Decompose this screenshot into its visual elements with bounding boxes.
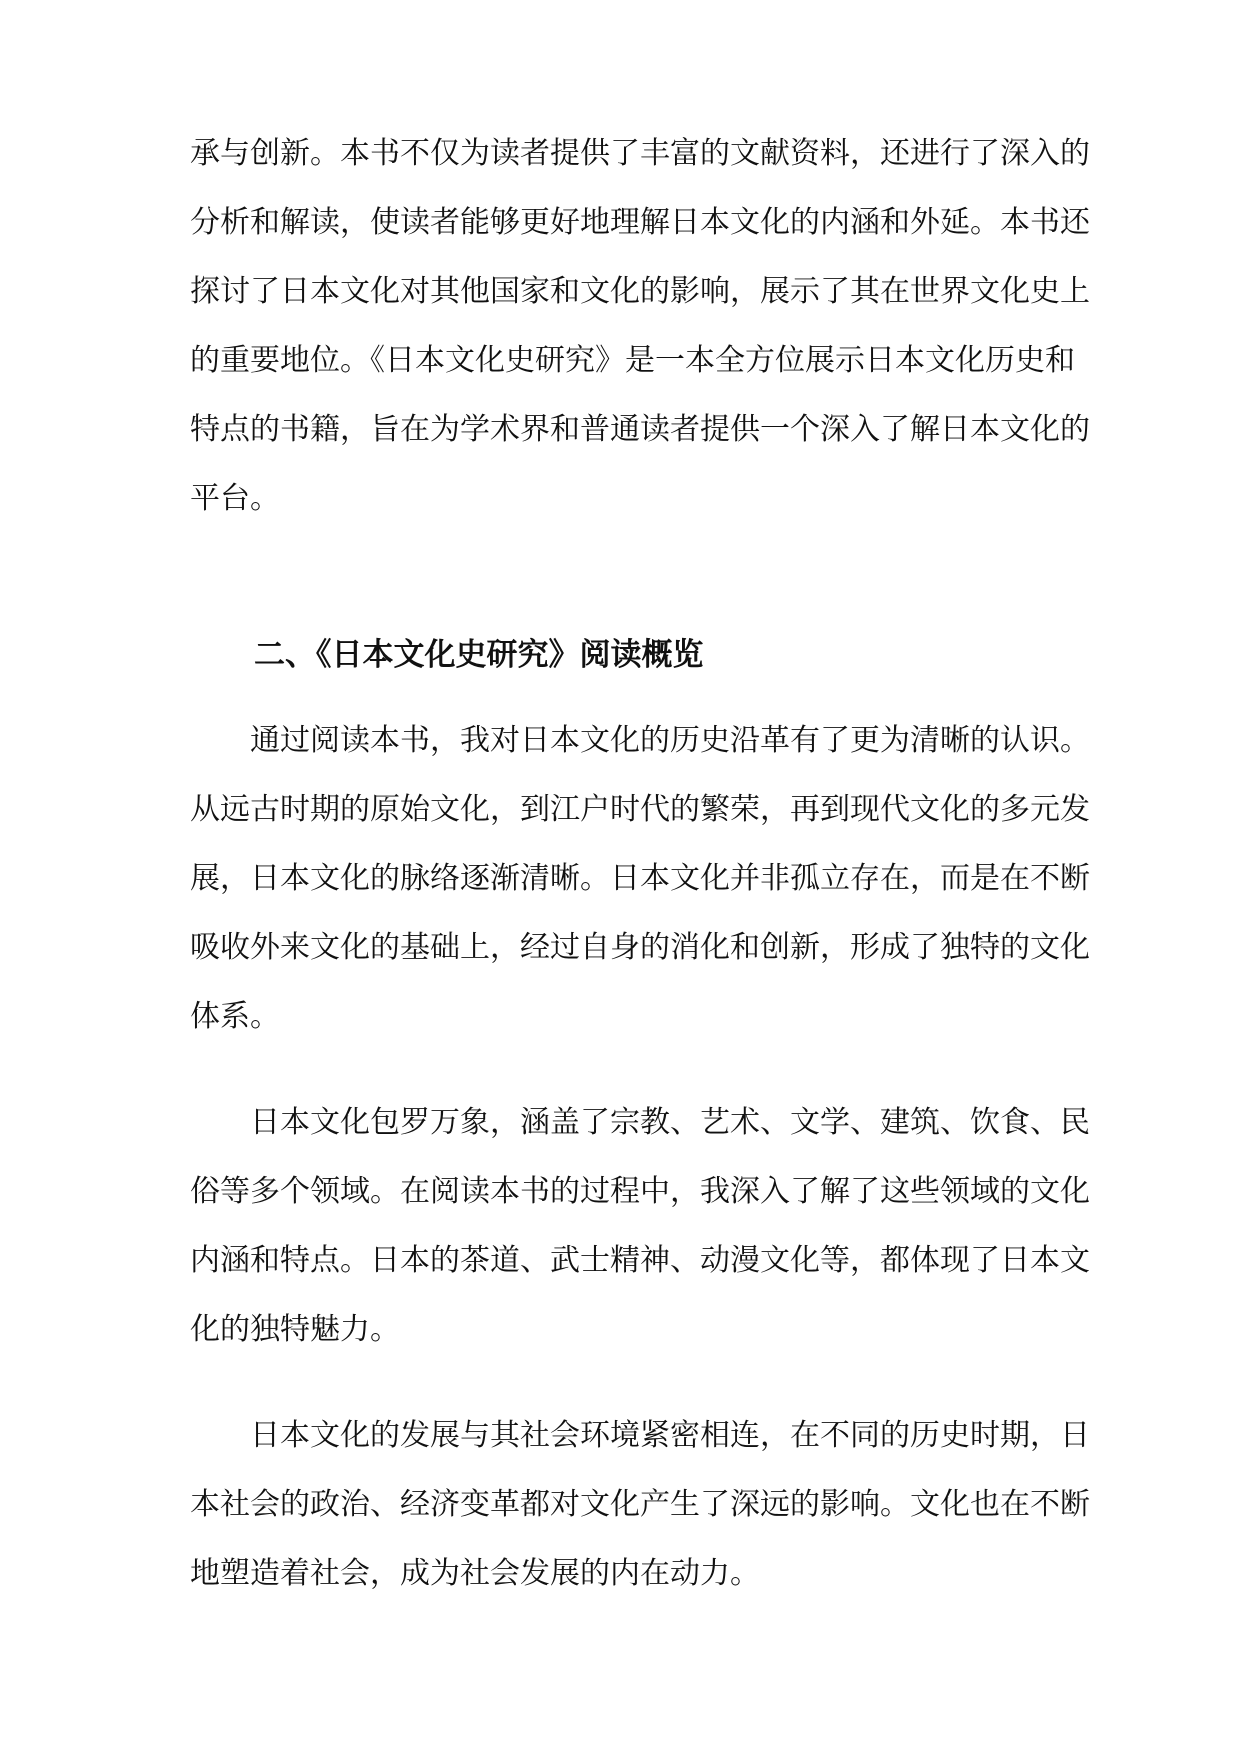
text-line: 特点的书籍，旨在为学术界和普通读者提供一个深入了解日本文化的 — [190, 412, 1090, 447]
text-line: 地塑造着社会，成为社会发展的内在动力。 — [190, 1556, 760, 1591]
text-line: 的重要地位。《日本文化史研究》是一本全方位展示日本文化历史和 — [190, 343, 1075, 378]
text-line: 俗等多个领域。在阅读本书的过程中，我深入了解了这些领域的文化 — [190, 1174, 1090, 1209]
text-line: 平台。 — [190, 481, 280, 516]
text-line: 分析和解读，使读者能够更好地理解日本文化的内涵和外延。本书还 — [190, 205, 1090, 240]
text-line: 从远古时期的原始文化，到江户时代的繁荣，再到现代文化的多元发 — [190, 792, 1090, 827]
text-line: 通过阅读本书，我对日本文化的历史沿革有了更为清晰的认识。 — [190, 723, 1090, 758]
text-line: 内涵和特点。日本的茶道、武士精神、动漫文化等，都体现了日本文 — [190, 1243, 1090, 1278]
text-line: 吸收外来文化的基础上，经过自身的消化和创新，形成了独特的文化 — [190, 930, 1090, 965]
text-line: 展，日本文化的脉络逐渐清晰。日本文化并非孤立存在，而是在不断 — [190, 861, 1090, 896]
text-line: 本社会的政治、经济变革都对文化产生了深远的影响。文化也在不断 — [190, 1487, 1090, 1522]
text-line: 日本文化的发展与其社会环境紧密相连，在不同的历史时期，日 — [190, 1418, 1090, 1453]
text-line: 探讨了日本文化对其他国家和文化的影响，展示了其在世界文化史上 — [190, 274, 1090, 309]
section-heading: 二、《日本文化史研究》阅读概览 — [254, 637, 704, 673]
text-line: 化的独特魅力。 — [190, 1312, 400, 1347]
text-line: 日本文化包罗万象，涵盖了宗教、艺术、文学、建筑、饮食、民 — [190, 1105, 1090, 1140]
text-line: 承与创新。本书不仅为读者提供了丰富的文献资料，还进行了深入的 — [190, 136, 1090, 171]
text-line: 体系。 — [190, 999, 280, 1034]
